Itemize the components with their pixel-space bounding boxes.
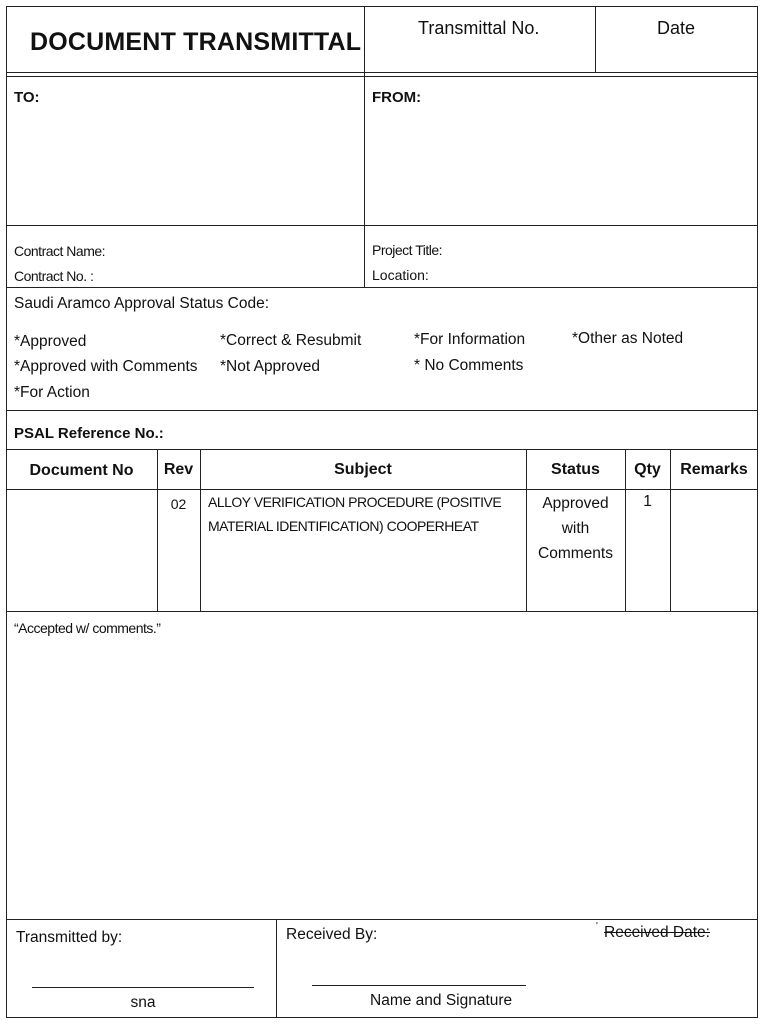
- status-code-item: *Approved: [14, 333, 87, 350]
- project-title-label: Project Title:: [372, 242, 443, 258]
- status-code-item: *For Action: [14, 384, 90, 401]
- signature-line: [32, 987, 254, 988]
- table-cell-subject: MATERIAL IDENTIFICATION) COOPERHEAT: [208, 518, 479, 534]
- column-header: Document No: [29, 462, 134, 479]
- status-code-item: *Other as Noted: [572, 330, 684, 347]
- table-cell-rev: 02: [170, 496, 187, 512]
- signature-line: [312, 985, 526, 986]
- status-code-item: *Correct & Resubmit: [220, 332, 362, 349]
- table-cell-status: with: [561, 520, 590, 537]
- table-cell-status: Approved: [542, 495, 609, 512]
- divider: [6, 410, 758, 411]
- status-code-item: *For Information: [414, 331, 526, 348]
- divider: [6, 76, 758, 77]
- column-header: Status: [551, 461, 600, 478]
- transmittal-no-label: Transmittal No.: [418, 18, 540, 38]
- column-header: Remarks: [680, 461, 748, 478]
- tick-mark: ': [596, 921, 598, 932]
- divider: [6, 72, 758, 73]
- divider: [364, 6, 365, 226]
- divider: [276, 919, 277, 1018]
- status-code-heading: Saudi Aramco Approval Status Code:: [14, 295, 270, 312]
- divider: [6, 225, 758, 226]
- to-label: TO:: [14, 89, 40, 106]
- received-by-label: Received By:: [286, 926, 378, 943]
- transmitted-by-label: Transmitted by:: [16, 929, 123, 946]
- status-code-item: *Not Approved: [220, 358, 320, 375]
- divider: [6, 287, 758, 288]
- status-code-item: * No Comments: [414, 357, 524, 374]
- name-signature-label: Name and Signature: [370, 992, 513, 1009]
- divider: [6, 449, 758, 450]
- divider: [6, 611, 758, 612]
- document-title: DOCUMENT TRANSMITTAL: [30, 28, 362, 56]
- divider: [364, 225, 365, 287]
- column-header: Rev: [163, 461, 194, 478]
- transmitted-by-name: sna: [130, 994, 156, 1011]
- column-header: Qty: [634, 461, 661, 478]
- status-code-item: *Approved with Comments: [14, 358, 198, 375]
- table-cell-qty: 1: [643, 493, 652, 510]
- document-frame: [6, 6, 758, 1018]
- received-date-label: Received Date:: [604, 924, 710, 941]
- location-label: Location:: [372, 267, 429, 283]
- comments-text: “Accepted w/ comments.”: [14, 620, 161, 636]
- contract-no-label: Contract No. :: [14, 268, 94, 284]
- psal-reference-label: PSAL Reference No.:: [14, 425, 164, 442]
- column-header: Subject: [334, 461, 392, 478]
- date-label: Date: [657, 18, 696, 38]
- from-label: FROM:: [372, 89, 422, 106]
- table-cell-subject: ALLOY VERIFICATION PROCEDURE (POSITIVE: [208, 494, 502, 510]
- divider: [595, 6, 596, 72]
- divider: [6, 919, 758, 920]
- divider: [6, 489, 758, 490]
- contract-name-label: Contract Name:: [14, 243, 106, 259]
- table-cell-status: Comments: [538, 545, 613, 562]
